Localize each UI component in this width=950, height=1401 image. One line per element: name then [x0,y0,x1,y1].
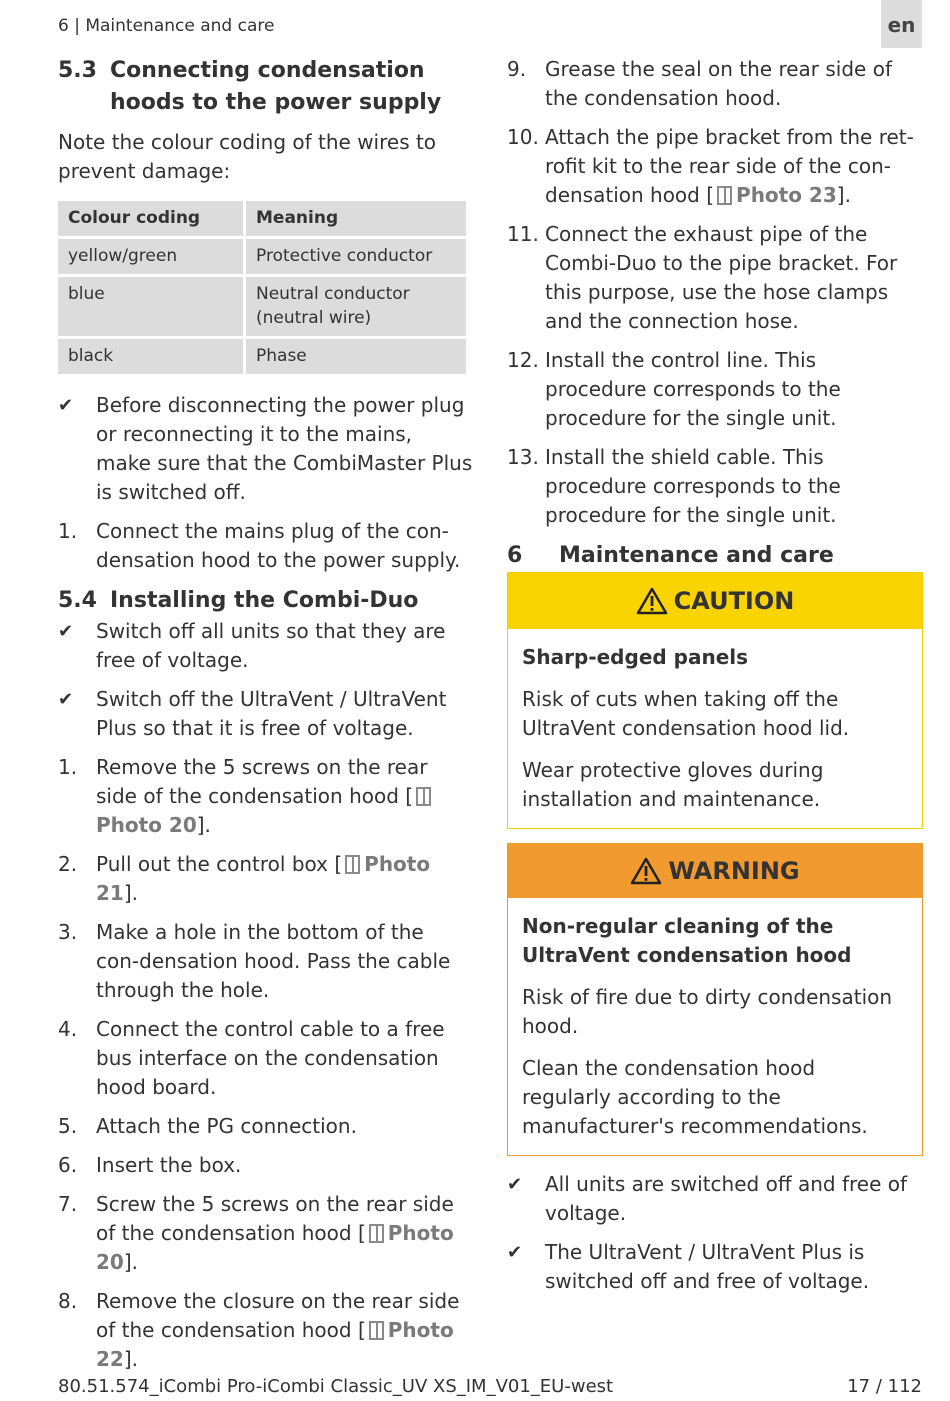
step-item [507,346,923,433]
step-number: 6. [58,1153,78,1177]
step-number: 9. [507,57,527,81]
step-text-body: Screw the 5 screws on the rear side of the condensation hood [ [96,1192,454,1245]
table-cell: black [58,339,243,374]
section-5-3-number: 5.3 [58,58,97,83]
table-header-meaning: Meaning [246,201,466,236]
header-chapter: 6 | Maintenance and care [58,16,275,36]
photo-reference-icon [369,1224,384,1243]
step-item [507,123,923,210]
step-number: 1. [58,755,78,779]
step-item [58,1151,473,1180]
step-number: 1. [58,519,78,543]
check-mark-icon: ✔ [507,1174,523,1195]
warning-action: Clean the condensation hood regularly according to the manufacturer's recommendations. [522,1056,868,1138]
step-item [58,1015,473,1102]
caution-box [507,572,923,829]
step-number: 13. [507,445,539,469]
section-6-number: 6 [507,543,523,568]
precondition-text: Switch off the UltraVent / UltraVent Plus so that it is free of voltage. [96,687,447,740]
table-row [58,277,466,336]
precondition-item [507,1170,923,1228]
step-text: Connect the exhaust pipe of the Combi-Duo to the pipe bracket. For this purpose, use the hose clamps and the connection hose. [545,222,898,333]
step-item [507,55,923,113]
step-text-body: Remove the closure on the rear side of the condensation hood [ [96,1289,460,1342]
table-row [58,239,466,274]
step-text: Insert the box. [96,1153,242,1177]
photo-reference-label: Photo 21 [96,852,431,905]
precondition-text: Switch off all units so that they are free of voltage. [96,619,446,672]
table-cell: Protective conductor [246,239,466,274]
step-number: 4. [58,1017,78,1041]
step-item [507,220,923,336]
warning-label: WARNING [668,856,800,885]
section-5-4-title: Installing the Combi-Duo [110,588,419,613]
photo-reference-label: Photo 20 [96,1221,454,1274]
step-text-body: Remove the 5 screws on the rear side of the condensation hood [ [96,755,428,808]
step-number: 3. [58,920,78,944]
caution-title: Sharp-edged panels [522,645,749,669]
step-text-end: ]. [123,1347,139,1371]
caution-body [508,629,922,828]
step-text-end: ]. [123,881,139,905]
step-text: Make a hole in the bottom of the con-densation hood. Pass the cable through the hole. [96,920,451,1002]
step-text [96,850,473,908]
photo-reference-label: Photo 22 [96,1318,454,1371]
step-text-body: Attach the pipe bracket from the ret-rofit kit to the rear side of the con-densation hood [ [545,125,914,207]
left-column [58,55,473,1384]
section-5-4-number: 5.4 [58,588,97,613]
step-text: Attach the PG connection. [96,1114,357,1138]
step-item [507,443,923,530]
photo-reference-icon [345,855,360,874]
precondition-text: The UltraVent / UltraVent Plus is switched off and free of voltage. [545,1240,870,1293]
colour-coding-table [55,198,469,377]
photo-reference-icon [416,787,431,806]
language-badge: en [881,0,922,48]
warning-triangle-icon [630,857,662,885]
step-number: 12. [507,348,539,372]
photo-reference-label: Photo 20 [96,813,197,837]
table-cell: Neutral conductor (neutral wire) [246,277,466,336]
step-item [58,1112,473,1141]
caution-action: Wear protective gloves during installation and maintenance. [522,758,824,811]
table-header-row [58,201,466,236]
step-item [58,918,473,1005]
precondition-item [58,391,473,507]
step-number: 8. [58,1289,78,1313]
check-mark-icon: ✔ [58,689,74,710]
right-column [507,55,923,1306]
check-mark-icon: ✔ [58,621,74,642]
photo-reference-icon [717,186,732,205]
warning-risk: Risk of fire due to dirty condensation hood. [522,985,893,1038]
section-5-3-heading [58,55,473,119]
step-item [58,1190,473,1277]
step-text [96,753,473,840]
colour-intro: Note the colour coding of the wires to prevent damage: [58,130,437,183]
step-text: Connect the control cable to a free bus interface on the condensation hood board. [96,1017,445,1099]
footer-page-number: 17 / 112 [847,1376,922,1397]
step-number: 11. [507,222,539,246]
photo-reference-label: Photo 23 [736,183,837,207]
section-5-4-heading [58,585,473,617]
step-text-end: ]. [836,183,851,207]
precondition-item [58,617,473,675]
step-text [96,1287,473,1374]
section-6-title: Maintenance and care [559,543,834,568]
precondition-text: All units are switched off and free of voltage. [545,1172,908,1225]
warning-body [508,898,922,1155]
section-6-heading [507,540,923,572]
step-text-body: Pull out the control box [ [96,852,343,876]
step-text: Install the control line. This procedure corresponds to the procedure for the single unit. [545,348,841,430]
warning-triangle-icon [636,587,668,615]
warning-title: Non-regular cleaning of the UltraVent condensation hood [522,914,852,967]
step-item [58,517,473,575]
precondition-text: Before disconnecting the power plug or reconnecting it to the mains, make sure that the CombiMaster Plus is switched off. [96,393,473,504]
warning-box [507,843,923,1156]
table-cell: yellow/green [58,239,243,274]
table-row [58,339,466,374]
section-5-3-title: Connecting condensation hoods to the power supply [110,58,442,115]
precondition-item [507,1238,923,1296]
step-item [58,850,473,908]
caution-risk: Risk of cuts when taking off the UltraVent condensation hood lid. [522,687,850,740]
step-text: Install the shield cable. This procedure corresponds to the procedure for the single unit. [545,445,841,527]
photo-reference-link[interactable] [714,183,837,207]
step-item [58,1287,473,1374]
caution-label: CAUTION [673,586,795,615]
step-text: Grease the seal on the rear side of the condensation hood. [545,57,892,110]
step-number: 10. [507,125,539,149]
footer-document-id: 80.51.574_iCombi Pro-iCombi Classic_UV XS_IM_V01_EU-west [58,1376,614,1397]
precondition-item [58,685,473,743]
step-text [96,1190,473,1277]
caution-header [508,573,922,629]
table-cell: blue [58,277,243,336]
step-text [545,123,923,210]
table-header-colour: Colour coding [58,201,243,236]
step-number: 7. [58,1192,78,1216]
warning-header [508,844,922,898]
step-number: 2. [58,852,78,876]
step-text: Connect the mains plug of the con-densation hood to the power supply. [96,519,461,572]
step-item [58,753,473,840]
check-mark-icon: ✔ [507,1242,523,1263]
step-text-end: ]. [123,1250,139,1274]
photo-reference-icon [369,1321,384,1340]
step-text-end: ]. [196,813,211,837]
table-cell: Phase [246,339,466,374]
step-number: 5. [58,1114,78,1138]
check-mark-icon: ✔ [58,395,74,416]
